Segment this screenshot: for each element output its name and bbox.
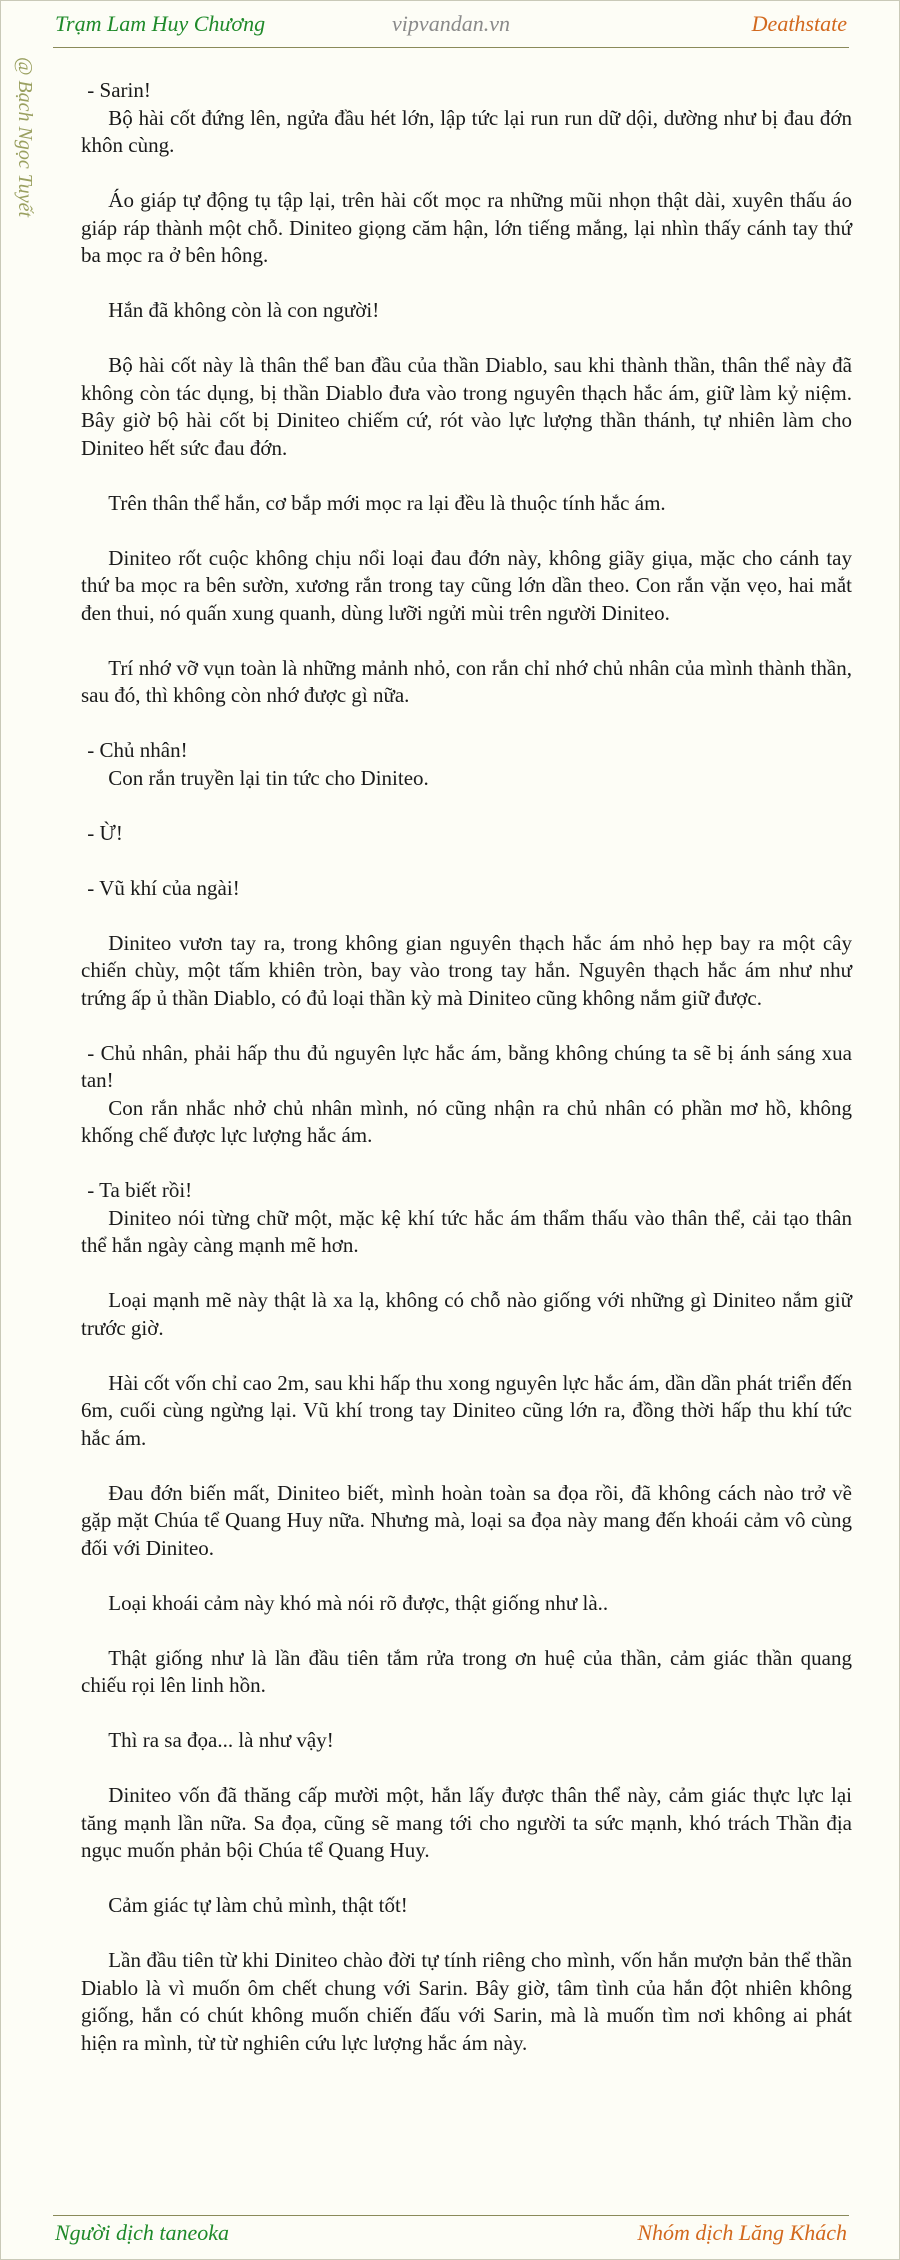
text-line: Đau đớn biến mất, Diniteo biết, mình hoàn toàn sa đọa rồi, đã không cách nào trở về gặp mặt Chúa tể Quang Huy nữa. Nhưng mà, loại sa đọa này mang đến khoái cảm vô cùng đối với Diniteo.	[81, 1480, 852, 1560]
page-footer	[53, 2215, 849, 2252]
text-line: Loại mạnh mẽ này thật là xa lạ, không có chỗ nào giống với những gì Diniteo nắm giữ trước giờ.	[81, 1288, 852, 1340]
author-name: Deathstate	[751, 11, 847, 36]
text-line: Lần đầu tiên từ khi Diniteo chào đời tự tính riêng cho mình, vốn hắn mượn bản thể thần Diablo là vì muốn ôm chết chung với Sarin. Bây giờ, tâm tình của hắn đột nhiên không giống, hắn có chút không muốn chiến đấu với Sarin, mà là muốn tìm nơi không ai phát hiện ra mình, từ từ nghiên cứu lực lượng hắc ám này.	[81, 1948, 852, 2055]
paragraph	[81, 1480, 852, 1563]
paragraph	[81, 297, 852, 325]
paragraph	[81, 875, 852, 903]
dialogue-line: - Ừ!	[87, 820, 123, 845]
text-line: Diniteo nói từng chữ một, mặc kệ khí tức hắc ám thẩm thấu vào thân thể, cải tạo thân thể hắn ngày càng mạnh mẽ hơn.	[81, 1205, 852, 1257]
text-line: Con rắn nhắc nhở chủ nhân mình, nó cũng nhận ra chủ nhân có phần mơ hồ, không khống chế được lực lượng hắc ám.	[81, 1095, 852, 1147]
dialogue-line: - Chủ nhân, phải hấp thu đủ nguyên lực hắc ám, bằng không chúng ta sẽ bị ánh sáng xua tan!	[81, 1040, 852, 1092]
site-name[interactable]: vipvandan.vn	[392, 11, 510, 36]
translator-credit: Người dịch taneoka	[55, 2220, 230, 2245]
paragraph	[81, 1892, 852, 1920]
paragraph	[81, 1177, 852, 1260]
paragraph	[81, 1370, 852, 1453]
paragraph	[81, 352, 852, 462]
text-line: Thật giống như là lần đầu tiên tắm rửa trong ơn huệ của thần, cảm giác thần quang chiếu rọi lên linh hồn.	[81, 1645, 852, 1697]
text-line: Cảm giác tự làm chủ mình, thật tốt!	[108, 1893, 408, 1917]
paragraph	[81, 77, 852, 160]
text-line: Diniteo vốn đã thăng cấp mười một, hắn lấy được thân thể này, cảm giác thực lực lại tăng mạnh lần nữa. Sa đọa, cũng sẽ mang tới cho người ta sức mạnh, khó trách Thần địa ngục muốn phản bội Chúa tể Quang Huy.	[81, 1783, 852, 1862]
side-credit: @ Bạch Ngọc Tuyết	[14, 57, 36, 218]
paragraph	[81, 1782, 852, 1865]
page-header	[53, 7, 849, 48]
text-line: Bộ hài cốt đứng lên, ngửa đầu hét lớn, lập tức lại run run dữ dội, dường như bị đau đớn khôn cùng.	[81, 105, 852, 157]
dialogue-line: - Sarin!	[87, 78, 151, 102]
paragraph	[81, 1645, 852, 1700]
paragraph	[81, 1040, 852, 1150]
paragraph	[81, 187, 852, 270]
dialogue-line: - Vũ khí của ngài!	[87, 875, 240, 900]
text-line: Diniteo rốt cuộc không chịu nổi loại đau đớn này, không giãy giụa, mặc cho cánh tay thứ ba mọc ra bên sườn, xương rắn trong tay cũng lớn dần theo. Con rắn vặn vẹo, hai mắt đen thui, nó quấn xung quanh, dùng lưỡi ngửi mùi trên người Diniteo.	[81, 545, 852, 625]
text-line: Diniteo vươn tay ra, trong không gian nguyên thạch hắc ám nhỏ hẹp bay ra một cây chiến chùy, một tấm khiên tròn, bay vào trong tay hắn. Nguyên thạch hắc ám như như trứng ấp ủ thần Diablo, có đủ loại thần kỳ mà Diniteo cũng không nắm giữ được.	[81, 930, 852, 1010]
paragraph	[81, 655, 852, 710]
text-line: Thì ra sa đọa... là như vậy!	[108, 1728, 334, 1752]
chapter-text	[81, 77, 852, 2085]
paragraph	[81, 1590, 852, 1618]
text-line: Loại khoái cảm này khó mà nói rõ được, thật giống như là..	[108, 1590, 609, 1615]
paragraph	[81, 1287, 852, 1342]
text-line: Áo giáp tự động tụ tập lại, trên hài cốt mọc ra những mũi nhọn thật dài, xuyên thấu áo giáp ráp thành một chỗ. Diniteo giọng căm hận, lớn tiếng mắng, lại nhìn thấy cánh tay thứ ba mọc ra ở bên hông.	[81, 188, 852, 267]
text-line: Trên thân thể hắn, cơ bắp mới mọc ra lại đều là thuộc tính hắc ám.	[108, 490, 666, 515]
dialogue-line: - Chủ nhân!	[87, 738, 188, 762]
paragraph	[81, 820, 852, 848]
paragraph	[81, 737, 852, 792]
text-line: Hài cốt vốn chỉ cao 2m, sau khi hấp thu xong nguyên lực hắc ám, dần dần phát triển đến 6m, cuối cùng ngừng lại. Vũ khí trong tay Diniteo cũng lớn ra, đồng thời hấp thu khí tức hắc ám.	[81, 1370, 852, 1450]
text-line: Trí nhớ vỡ vụn toàn là những mảnh nhỏ, con rắn chỉ nhớ chủ nhân của mình thành thần, sau đó, thì không còn nhớ được gì nữa.	[81, 655, 852, 707]
dialogue-line: - Ta biết rồi!	[87, 1178, 193, 1202]
paragraph	[81, 1947, 852, 2057]
text-line: Bộ hài cốt này là thân thể ban đầu của thần Diablo, sau khi thành thần, thân thể này đã không còn tác dụng, bị thần Diablo đưa vào trong nguyên thạch hắc ám, giữ làm kỷ niệm. Bây giờ bộ hài cốt bị Diniteo chiếm cứ, rót vào lực lượng thần thánh, tự nhiên làm cho Diniteo hết sức đau đớn.	[81, 353, 852, 460]
book-title: Trạm Lam Huy Chương	[55, 11, 266, 36]
text-line: Hắn đã không còn là con người!	[108, 298, 380, 322]
paragraph	[81, 930, 852, 1013]
translation-group-credit: Nhóm dịch Lăng Khách	[637, 2220, 847, 2245]
text-line: Con rắn truyền lại tin tức cho Diniteo.	[108, 765, 429, 790]
paragraph	[81, 1727, 852, 1755]
paragraph	[81, 545, 852, 628]
paragraph	[81, 490, 852, 518]
